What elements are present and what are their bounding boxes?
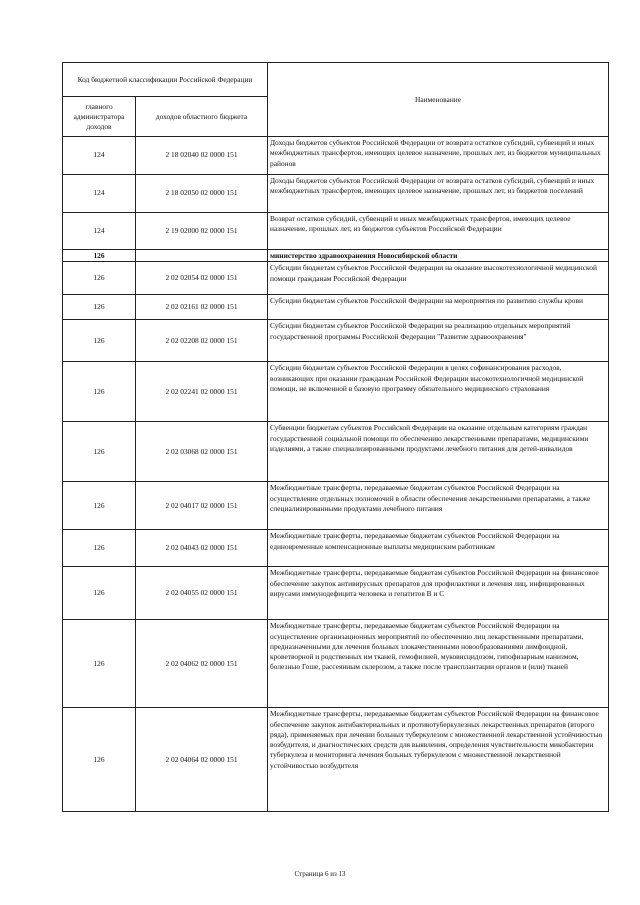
row-description: Доходы бюджетов субъектов Российской Федерации от возврата остатков субсидий, субвенций и иных межбюджетных трансфертов, имеющих целевое назначение, прошлых лет, из бюджетов поселений [268,175,609,213]
row-admin-code: 126 [63,708,136,812]
row-admin-code: 126 [63,262,136,295]
header-name: Наименование [268,63,609,137]
row-income-code: 2 02 04064 02 0000 151 [136,708,268,812]
row-description: Субсидии бюджетам субъектов Российской Федерации на оказание высокотехнологичной медицинской помощи гражданам Российской Федерации [268,262,609,295]
row-admin-code: 126 [63,620,136,708]
row-admin-code: 126 [63,362,136,422]
row-admin-code: 126 [63,422,136,482]
row-description: Субсидии бюджетам субъектов Российской Федерации на мероприятия по развитию службы крови [268,295,609,320]
row-admin-code: 126 [63,250,136,262]
row-admin-code: 126 [63,567,136,620]
row-income-code: 2 02 03068 02 0000 151 [136,422,268,482]
row-description: Субвенции бюджетам субъектов Российской Федерации на оказание отдельным категориям граждан государственной социальной помощи по обеспечению лекарственными препаратами, медицинскими изделиями, а также специализированными продуктами лечебного питания для детей-инвалидов [268,422,609,482]
row-description: Субсидии бюджетам субъектов Российской Федерации на реализацию отдельных мероприятий государственной программы Российской Федерации "Развитие здравоохранения" [268,320,609,362]
row-income-code: 2 02 02241 02 0000 151 [136,362,268,422]
row-income-code: 2 18 02050 02 0000 151 [136,175,268,213]
row-income-code: 2 19 02000 02 0000 151 [136,213,268,250]
row-admin-code: 124 [63,213,136,250]
header-admin-code: главного администратора доходов [63,97,136,137]
budget-classification-table [62,62,609,812]
row-description: Межбюджетные трансферты, передаваемые бюджетам субъектов Российской Федерации на финансовое обеспечение закупок антивирусных препаратов для профилактики и лечения лиц, инфицированных вирусами иммунодефицита человека и гепатитов B и C [268,567,609,620]
row-section-title: министерство здравоохранения Новосибирской области [268,250,609,262]
row-description: Межбюджетные трансферты, передаваемые бюджетам субъектов Российской Федерации на единовременные компенсационные выплаты медицинским работникам [268,530,609,567]
row-admin-code: 126 [63,295,136,320]
row-income-code: 2 02 02208 02 0000 151 [136,320,268,362]
row-description: Межбюджетные трансферты, передаваемые бюджетам субъектов Российской Федерации на осуществление отдельных полномочий в области обеспечения лекарственными препаратами, а также специализированными продуктами лечебного питания [268,482,609,530]
row-income-code: 2 02 02054 02 0000 151 [136,262,268,295]
page-number: Страница 6 из 13 [294,870,346,878]
header-group-title: Код бюджетной классификации Российской Федерации [63,63,268,97]
row-description: Межбюджетные трансферты, передаваемые бюджетам субъектов Российской Федерации на финансовое обеспечение закупок антибактериальных и противотуберкулезных лекарственных препаратов (второго ряда), применяемых при лечении больных туберкулезом с множественной лекарственной устойчивостью возбудителя, и диагностических средств для выявления, определения чувствительности микобактерии туберкулеза и мониторинга лечения больных туберкулезом с множественной лекарственной устойчивостью возбудителя [268,708,609,812]
row-income-code [136,250,268,262]
header-income-code: доходов областного бюджета [136,97,268,137]
row-admin-code: 124 [63,137,136,175]
row-income-code: 2 02 02161 02 0000 151 [136,295,268,320]
row-description: Доходы бюджетов субъектов Российской Федерации от возврата остатков субсидий, субвенций и иных межбюджетных трансфертов, имеющих целевое назначение, прошлых лет, из бюджетов муниципальных районов [268,137,609,175]
row-admin-code: 126 [63,320,136,362]
row-admin-code: 126 [63,530,136,567]
row-income-code: 2 18 02040 02 0000 151 [136,137,268,175]
row-admin-code: 126 [63,482,136,530]
row-description: Межбюджетные трансферты, передаваемые бюджетам субъектов Российской Федерации на осуществление организационных мероприятий по обеспечению лиц лекарственными препаратами, предназначенными для лечения больных злокачественными новообразованиями лимфоидной, кроветворной и родственных им тканей, гемофилией, муковисцидозом, гипофизарным нанизмом, болезнью Гоше, рассеянным склерозом, а также после трансплантации органов и (или) тканей [268,620,609,708]
row-income-code: 2 02 04055 02 0000 151 [136,567,268,620]
row-income-code: 2 02 04043 02 0000 151 [136,530,268,567]
row-income-code: 2 02 04017 02 0000 151 [136,482,268,530]
row-description: Возврат остатков субсидий, субвенций и иных межбюджетных трансфертов, имеющих целевое назначение, прошлых лет, из бюджетов субъектов Российской Федерации [268,213,609,250]
row-admin-code: 124 [63,175,136,213]
row-income-code: 2 02 04062 02 0000 151 [136,620,268,708]
document-page [62,62,608,812]
row-description: Субсидии бюджетам субъектов Российской Федерации в целях софинансирования расходов, возникающих при оказании гражданам Российской Федерации высокотехнологичной медицинской помощи, не включенной в базовую программу обязательного медицинского страхования [268,362,609,422]
